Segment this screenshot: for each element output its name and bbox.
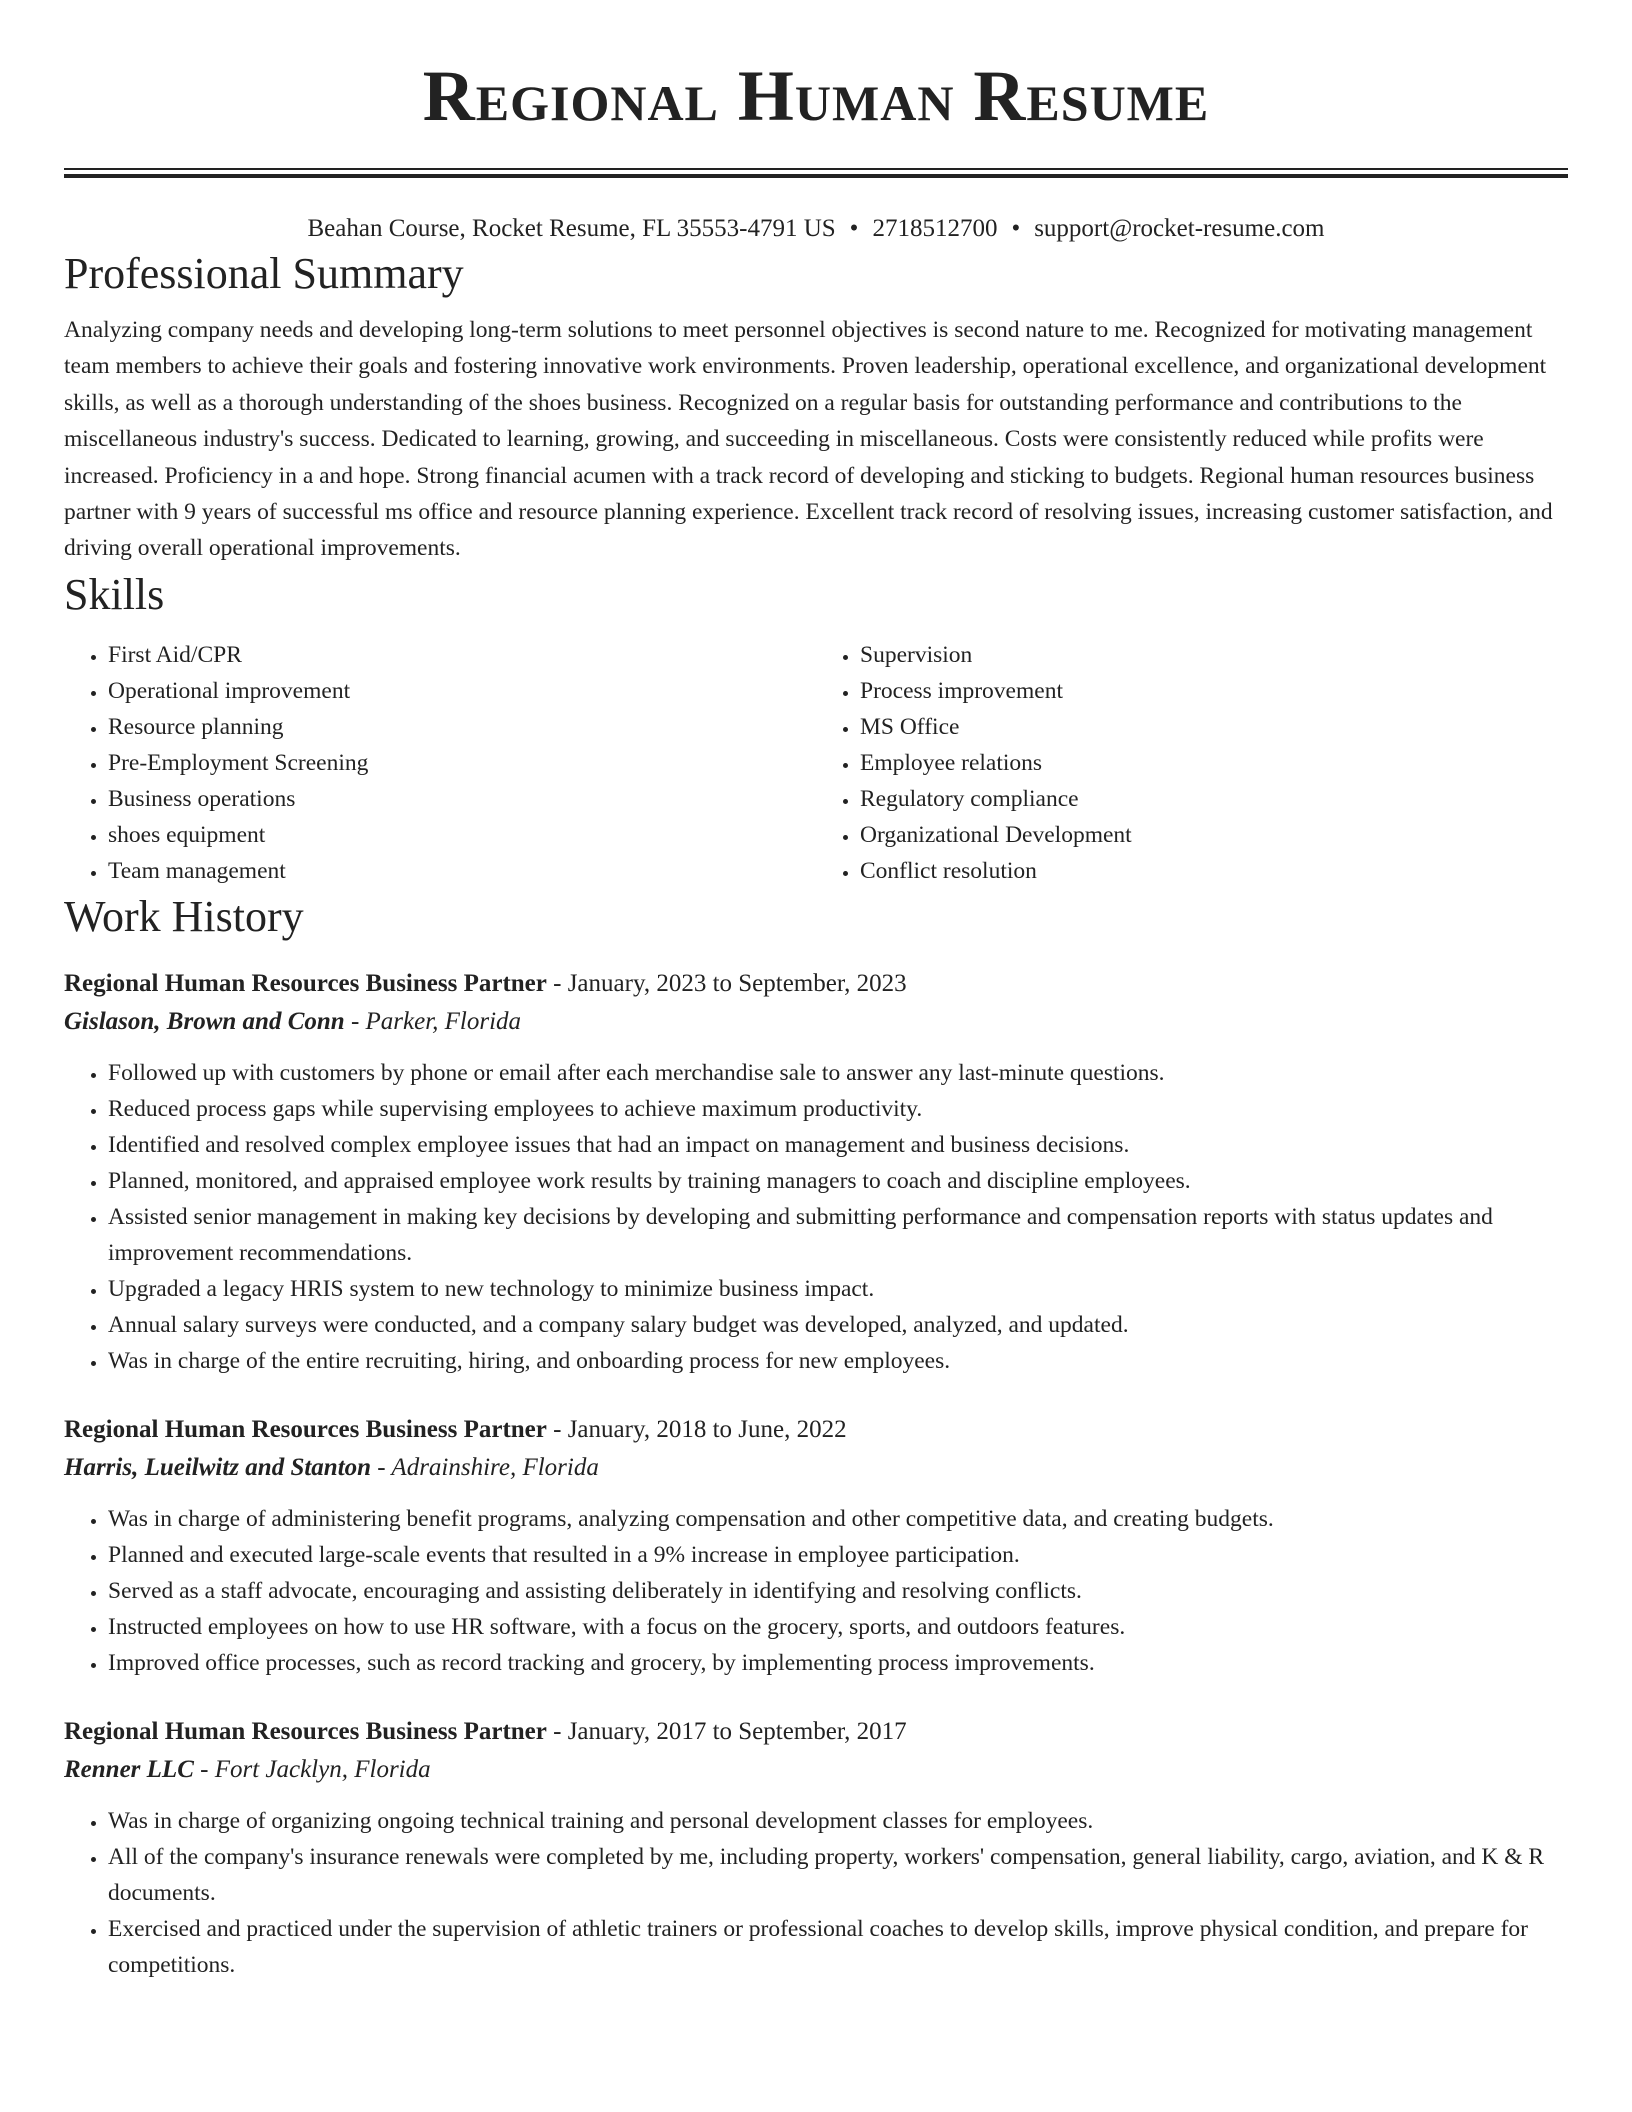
job-duty: • Instructed employees on how to use HR software, with a focus on the grocery, sports, and outdoors features. <box>108 1609 1568 1645</box>
job-dates: - January, 2018 to June, 2022 <box>546 1415 847 1443</box>
job-duty: • Planned, monitored, and appraised employee work results by training managers to coach and discipline employees. <box>108 1163 1568 1199</box>
job-title: Regional Human Resources Business Partner <box>64 969 547 997</box>
contact-email: support@rocket-resume.com <box>1034 215 1325 242</box>
contact-phone: 2718512700 <box>872 215 998 242</box>
job-employer <box>64 1751 1568 1789</box>
job-header <box>64 965 1568 1003</box>
job-entry <box>64 965 1568 1379</box>
contact-address: Beahan Course, Rocket Resume, FL 35553-4791 US <box>307 215 836 242</box>
job-duty: • Served as a staff advocate, encouraging and assisting deliberately in identifying and resolving conflicts. <box>108 1573 1568 1609</box>
job-title: Regional Human Resources Business Partner <box>64 1717 547 1745</box>
job-duty: • Planned and executed large-scale events that resulted in a 9% increase in employee participation. <box>108 1537 1568 1573</box>
work-history-heading: Work History <box>64 891 304 941</box>
job-location: - Parker, Florida <box>344 1007 522 1035</box>
job-duty: • Reduced process gaps while supervising employees to achieve maximum productivity. <box>108 1091 1568 1127</box>
skill-item: • Business operations <box>108 781 816 817</box>
skill-item: • Conflict resolution <box>860 853 1568 889</box>
job-entry <box>64 1713 1568 1983</box>
skill-item: • First Aid/CPR <box>108 637 816 673</box>
skills-column-right <box>816 637 1568 889</box>
job-header <box>64 1411 1568 1449</box>
job-duty: • Was in charge of administering benefit programs, analyzing compensation and other competitive data, and creating budgets. <box>108 1501 1568 1537</box>
job-duty: • Assisted senior management in making key decisions by developing and submitting performance and compensation reports with status updates and improvement recommendations. <box>108 1199 1568 1271</box>
job-company: Gislason, Brown and Conn <box>64 1007 345 1035</box>
skill-item: • Regulatory compliance <box>860 781 1568 817</box>
skill-item: • Process improvement <box>860 673 1568 709</box>
skill-item: • Pre-Employment Screening <box>108 745 816 781</box>
job-duties <box>64 1803 1568 1983</box>
job-duty: • Upgraded a legacy HRIS system to new technology to minimize business impact. <box>108 1271 1568 1307</box>
job-duty: • Was in charge of organizing ongoing technical training and personal development classes for employees. <box>108 1803 1568 1839</box>
job-header <box>64 1713 1568 1751</box>
contact-line <box>64 212 1568 246</box>
job-duty: • Exercised and practiced under the supervision of athletic trainers or professional coaches to develop skills, improve physical condition, and prepare for competitions. <box>108 1911 1568 1983</box>
job-employer <box>64 1449 1568 1487</box>
skill-item: • Operational improvement <box>108 673 816 709</box>
contact-separator: • <box>849 215 859 242</box>
job-duties <box>64 1501 1568 1681</box>
title-divider <box>64 168 1568 178</box>
skill-item: • shoes equipment <box>108 817 816 853</box>
job-duty: • All of the company's insurance renewals were completed by me, including property, workers' compensation, general liability, cargo, aviation, and K & R documents. <box>108 1839 1568 1911</box>
job-duty: • Improved office processes, such as record tracking and grocery, by implementing process improvements. <box>108 1645 1568 1681</box>
skill-item: • MS Office <box>860 709 1568 745</box>
skill-item: • Supervision <box>860 637 1568 673</box>
job-entry <box>64 1411 1568 1681</box>
skills-column-left <box>64 637 816 889</box>
summary-text: Analyzing company needs and developing long-term solutions to meet personnel objectives is second nature to me. Recognized for motivating management team members to achieve their goals and fostering innovative work environments. Proven leadership, operational excellence, and organizational development skills, as well as a thorough understanding of the shoes business. Recognized on a regular basis for outstanding performance and contributions to the miscellaneous industry's success. Dedicated to learning, growing, and succeeding in miscellaneous. Costs were consistently reduced while profits were increased. Proficiency in a and hope. Strong financial acumen with a track record of developing and sticking to budgets. Regional human resources business partner with 9 years of successful ms office and resource planning experience. Excellent track record of resolving issues, increasing customer satisfaction, and driving overall operational improvements. <box>64 317 1553 562</box>
skill-item: • Resource planning <box>108 709 816 745</box>
job-duty: • Followed up with customers by phone or email after each merchandise sale to answer any last-minute questions. <box>108 1055 1568 1091</box>
job-location: - Fort Jacklyn, Florida <box>193 1755 431 1783</box>
job-company: Renner LLC <box>64 1755 194 1783</box>
job-duty: • Was in charge of the entire recruiting, hiring, and onboarding process for new employees. <box>108 1343 1568 1379</box>
job-location: - Adrainshire, Florida <box>371 1453 599 1481</box>
job-dates: - January, 2017 to September, 2017 <box>546 1717 907 1745</box>
skills-heading: Skills <box>64 569 165 619</box>
summary-heading: Professional Summary <box>64 249 464 298</box>
job-dates: - January, 2023 to September, 2023 <box>546 969 907 997</box>
skill-item: • Team management <box>108 853 816 889</box>
contact-separator: • <box>1011 215 1021 242</box>
skill-item: • Organizational Development <box>860 817 1568 853</box>
job-duty: • Identified and resolved complex employee issues that had an impact on management and business decisions. <box>108 1127 1568 1163</box>
job-duty: • Annual salary surveys were conducted, and a company salary budget was developed, analyzed, and updated. <box>108 1307 1568 1343</box>
skills-list <box>64 637 1568 889</box>
resume-title: Regional Human Resume <box>422 56 1210 136</box>
skill-item: • Employee relations <box>860 745 1568 781</box>
job-title: Regional Human Resources Business Partner <box>64 1415 547 1443</box>
job-duties <box>64 1055 1568 1379</box>
job-company: Harris, Lueilwitz and Stanton <box>64 1453 372 1481</box>
job-employer <box>64 1003 1568 1041</box>
